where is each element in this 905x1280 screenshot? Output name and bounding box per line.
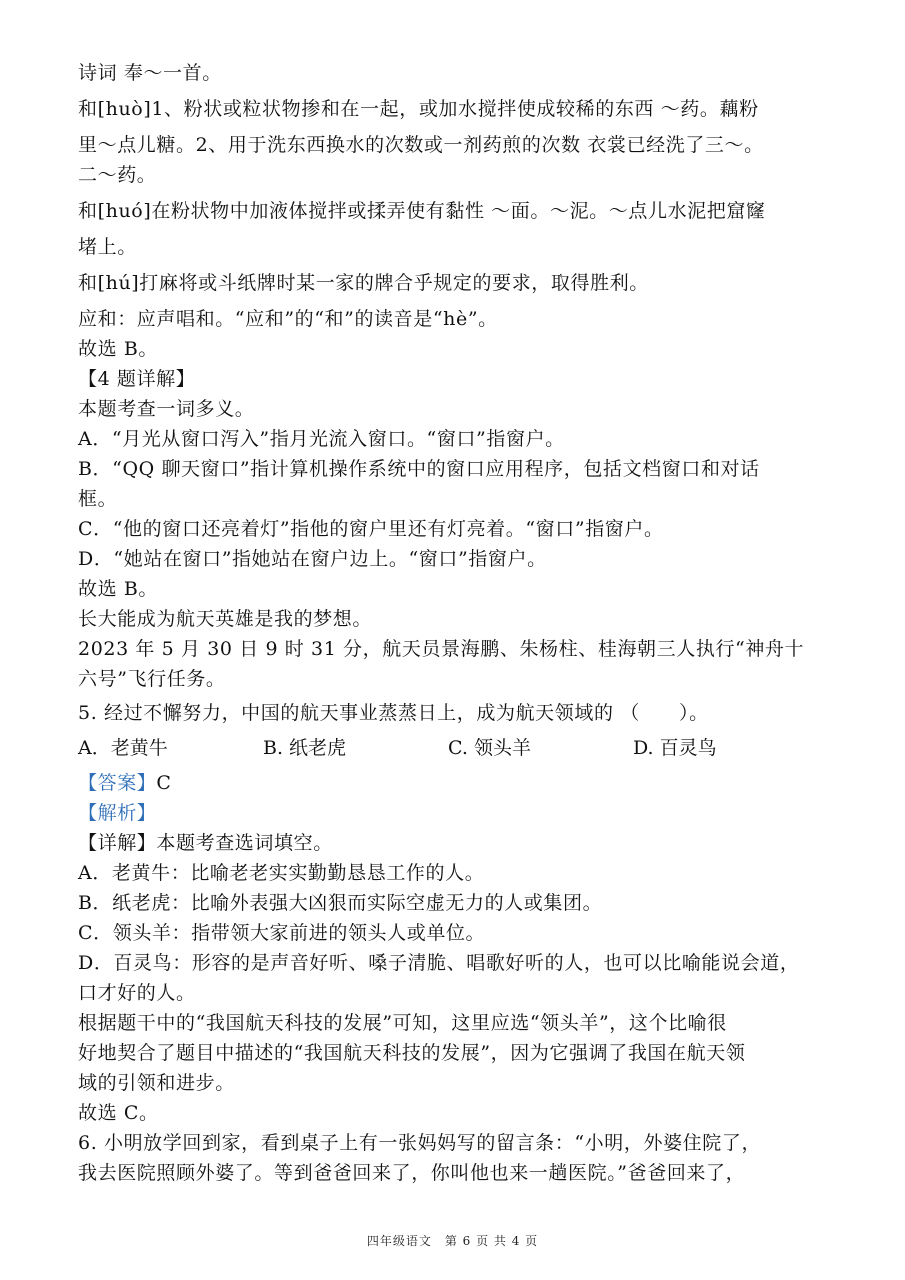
- text-line: C．“他的窗口还亮着灯”指他的窗户里还有灯亮着。“窗口”指窗户。: [78, 518, 664, 540]
- text-line: 和[huó]在粉状物中加液体搅拌或揉弄使有黏性 ～面。～泥。～点儿水泥把窟窿: [78, 200, 766, 222]
- text-line: 六号”飞行任务。: [78, 668, 226, 690]
- text-line: 好地契合了题目中描述的“我国航天科技的发展”，因为它强调了我国在航天领: [78, 1042, 746, 1064]
- choice-a: A．老黄牛: [78, 737, 168, 759]
- text-line: 和[hú]打麻将或斗纸牌时某一家的牌合乎规定的要求，取得胜利。: [78, 272, 649, 294]
- text-line: 域的引领和进步。: [78, 1072, 235, 1094]
- page-footer: 四年级语文 第 6 页 共 4 页: [366, 1234, 539, 1248]
- answer-label: 【答案】: [78, 772, 157, 794]
- text-line: C．领头羊：指带领大家前进的领头人或单位。: [78, 922, 486, 944]
- text-line: 根据题干中的“我国航天科技的发展”可知，这里应选“领头羊”，这个比喻很: [78, 1012, 727, 1034]
- text-line: 和[huò]1、粉状或粒状物掺和在一起，或加水搅拌使成较稀的东西 ～药。藕粉: [78, 98, 759, 120]
- text-line: 二～药。: [78, 164, 157, 186]
- question-5: 5. 经过不懈努力，中国的航天事业蒸蒸日上，成为航天领域的 （ ）。: [78, 702, 709, 724]
- text-line: 故选 C。: [78, 1102, 159, 1124]
- analysis-label: 【解析】: [78, 802, 157, 824]
- text-line: B．纸老虎：比喻外表强大凶狠而实际空虚无力的人或集团。: [78, 892, 603, 914]
- question-6: 6. 小明放学回到家，看到桌子上有一张妈妈写的留言条：“小明，外婆住院了，: [78, 1132, 762, 1154]
- text-line: 口才好的人。: [78, 982, 196, 1004]
- text-line: D．百灵鸟：形容的是声音好听、嗓子清脆、唱歌好听的人，也可以比喻能说会道，: [78, 952, 800, 974]
- text-line: 框。: [78, 488, 118, 510]
- text-line: D．“她站在窗口”指她站在窗户边上。“窗口”指窗户。: [78, 548, 547, 570]
- text-line: 故选 B。: [78, 578, 159, 600]
- choice-b: B. 纸老虎: [263, 737, 347, 759]
- choice-d: D. 百灵鸟: [633, 737, 717, 759]
- text-line: 长大能成为航天英雄是我的梦想。: [78, 608, 373, 630]
- text-line: A．“月光从窗口泻入”指月光流入窗口。“窗口”指窗户。: [78, 428, 565, 450]
- text-line: 里～点儿糖。2、用于洗东西换水的次数或一剂药煎的次数 衣裳已经洗了三～。: [78, 134, 764, 156]
- answer-value: C: [156, 772, 172, 794]
- document-body: [78, 58, 828, 1188]
- text-line: 2023 年 5 月 30 日 9 时 31 分，航天员景海鹏、朱杨柱、桂海朝三人执行“神舟十: [78, 638, 805, 660]
- answer-choices: [78, 732, 828, 764]
- text-line: B．“QQ 聊天窗口”指计算机操作系统中的窗口应用程序，包括文档窗口和对话: [78, 458, 760, 480]
- text-line: 应和：应声唱和。“应和”的“和”的读音是“hè”。: [78, 308, 498, 330]
- text-line: A．老黄牛：比喻老老实实勤勤恳恳工作的人。: [78, 862, 485, 884]
- text-line: 故选 B。: [78, 338, 159, 360]
- text-line: 诗词 奉～一首。: [78, 62, 222, 84]
- text-line: 本题考查一词多义。: [78, 398, 255, 420]
- text-line: 我去医院照顾外婆了。等到爸爸回来了，你叫他也来一趟医院。”爸爸回来了，: [78, 1162, 746, 1184]
- answer-line: [78, 768, 828, 798]
- text-line: 【详解】本题考查选词填空。: [78, 832, 333, 854]
- text-line: 堵上。: [78, 236, 137, 258]
- section-heading: 【4 题详解】: [78, 368, 196, 390]
- choice-c: C. 领头羊: [448, 737, 531, 759]
